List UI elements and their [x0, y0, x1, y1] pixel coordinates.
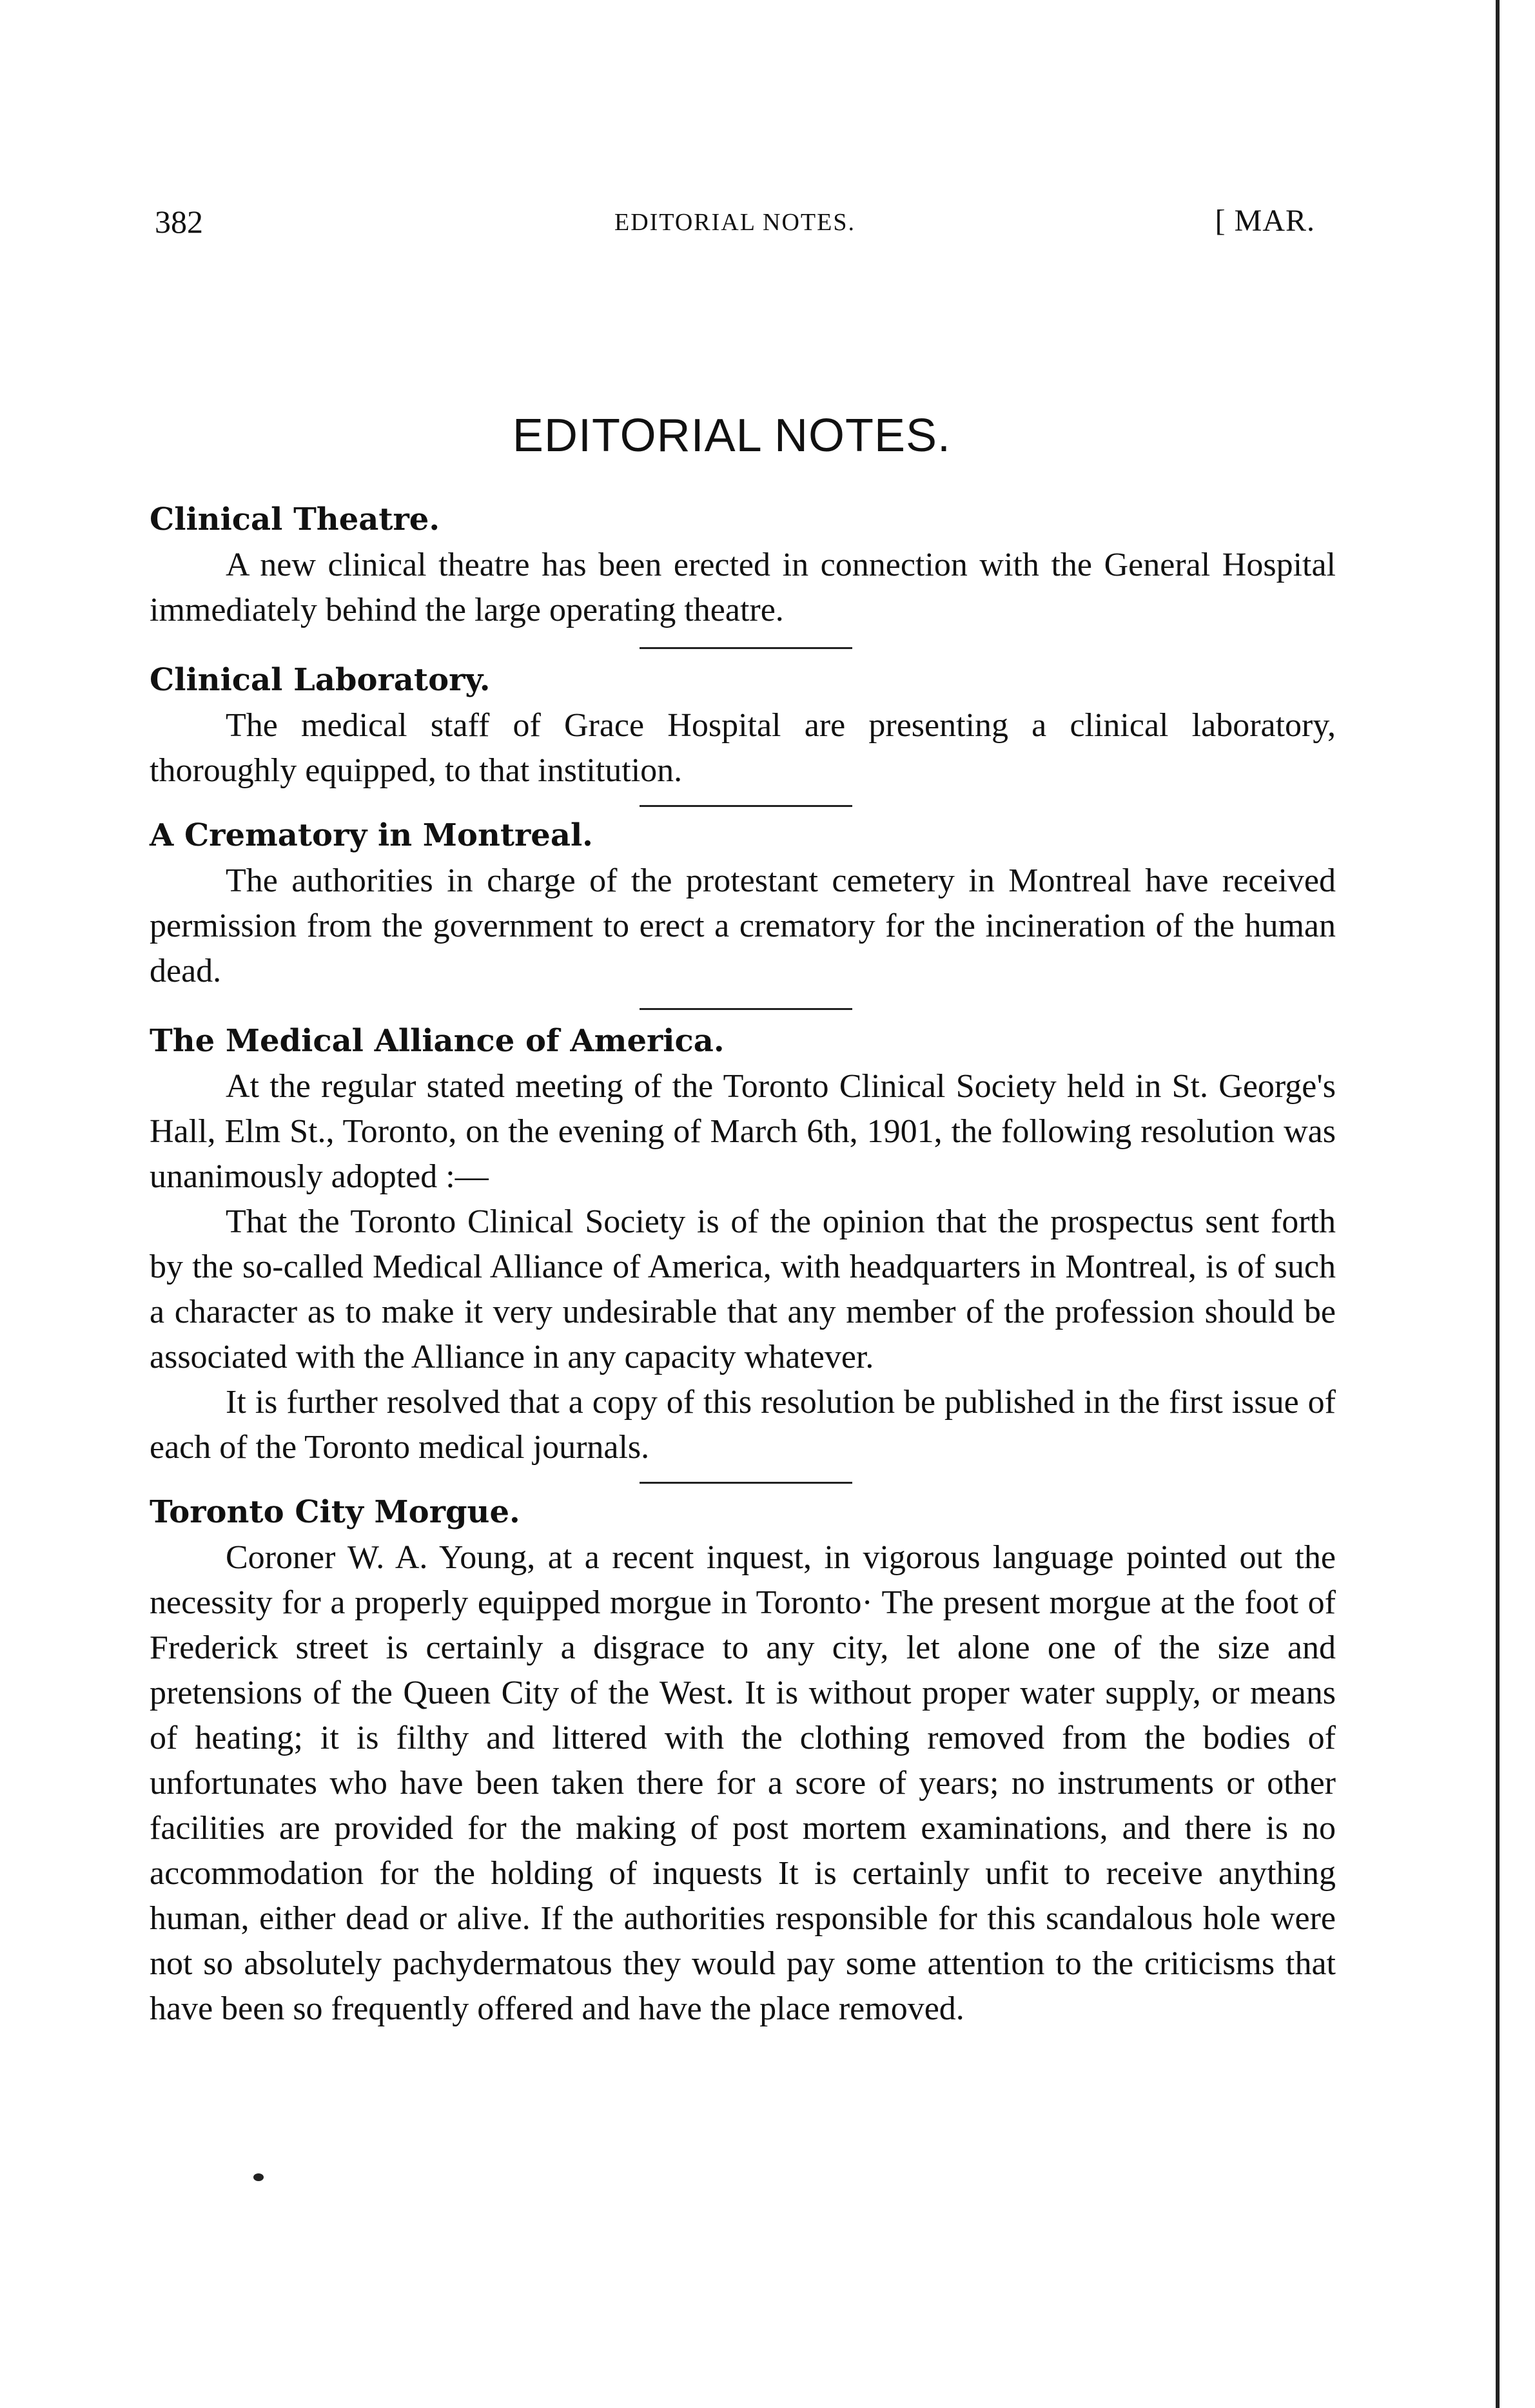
section-heading: Toronto City Morgue. [150, 1494, 520, 1530]
section-heading: The Medical Alliance of America. [150, 1023, 725, 1059]
section-clinical-theatre [150, 496, 1336, 633]
section-medical-alliance [150, 1018, 1336, 1470]
page-edge-border [1496, 0, 1500, 2408]
section-divider [640, 1482, 852, 1484]
paragraph: The medical staff of Grace Hospital are presenting a clinical laboratory, thoroughly equipped, to that institution. [150, 707, 1336, 789]
paragraph: That the Toronto Clinical Society is of the opinion that the prospectus sent forth by the so-called Medical Alliance of America, with headquarters in Montreal, is of such a character as to make it very undesirable that any member of the profession should be associated with the Alliance in any capacity whatever. [150, 1203, 1336, 1375]
ink-mark [253, 2173, 264, 2181]
section-divider [640, 1008, 852, 1010]
section-heading: Clinical Theatre. [150, 501, 440, 538]
paragraph: Coroner W. A. Young, at a recent inquest, in vigorous language pointed out the necessity for a properly equipped morgue in Toronto· The present morgue at the foot of Frederick street is certainly a disgrace to any city, let alone one of the size and pretensions of the Queen City of the West. It is without proper water supply, or means of heating; it is filthy and littered with the clothing removed from the bodies of unfortunates who have been taken there for a score of years; no instruments or other facilities are provided for the making of post mortem examinations, and there is no accommodation for the holding of inquests It is certainly unfit to receive anything human, either dead or alive. If the authorities responsible for this scandalous hole were not so absolutely pachydermatous they would pay some attention to the criticisms that have been so frequently offered and have the place removed. [150, 1539, 1336, 2027]
running-head [155, 203, 1315, 248]
section-crematory-montreal [150, 812, 1336, 994]
page-number: 382 [155, 204, 203, 240]
running-head-title: EDITORIAL NOTES. [614, 209, 855, 236]
paragraph: The authorities in charge of the protestant cemetery in Montreal have received permission from the government to erect a crematory for the incineration of the human dead. [150, 862, 1336, 989]
editorial-content [150, 496, 1336, 2032]
section-divider [640, 805, 852, 807]
section-heading: A Crematory in Montreal. [150, 817, 593, 853]
paragraph: A new clinical theatre has been erected in connection with the General Hospital immediately behind the large operating theatre. [150, 547, 1336, 628]
section-divider [640, 647, 852, 649]
running-head-month: [ MAR. [1215, 204, 1315, 238]
section-toronto-morgue [150, 1489, 1336, 2032]
paragraph: At the regular stated meeting of the Toronto Clinical Society held in St. George's Hall, Elm St., Toronto, on the evening of March 6th, 1901, the following resolution was unanimously adopted :— [150, 1068, 1336, 1195]
paragraph: It is further resolved that a copy of this resolution be published in the first issue of each of the Toronto medical journals. [150, 1384, 1336, 1466]
section-clinical-laboratory [150, 657, 1336, 793]
section-heading: Clinical Laboratory. [150, 662, 491, 698]
page-title: EDITORIAL NOTES. [512, 410, 952, 461]
